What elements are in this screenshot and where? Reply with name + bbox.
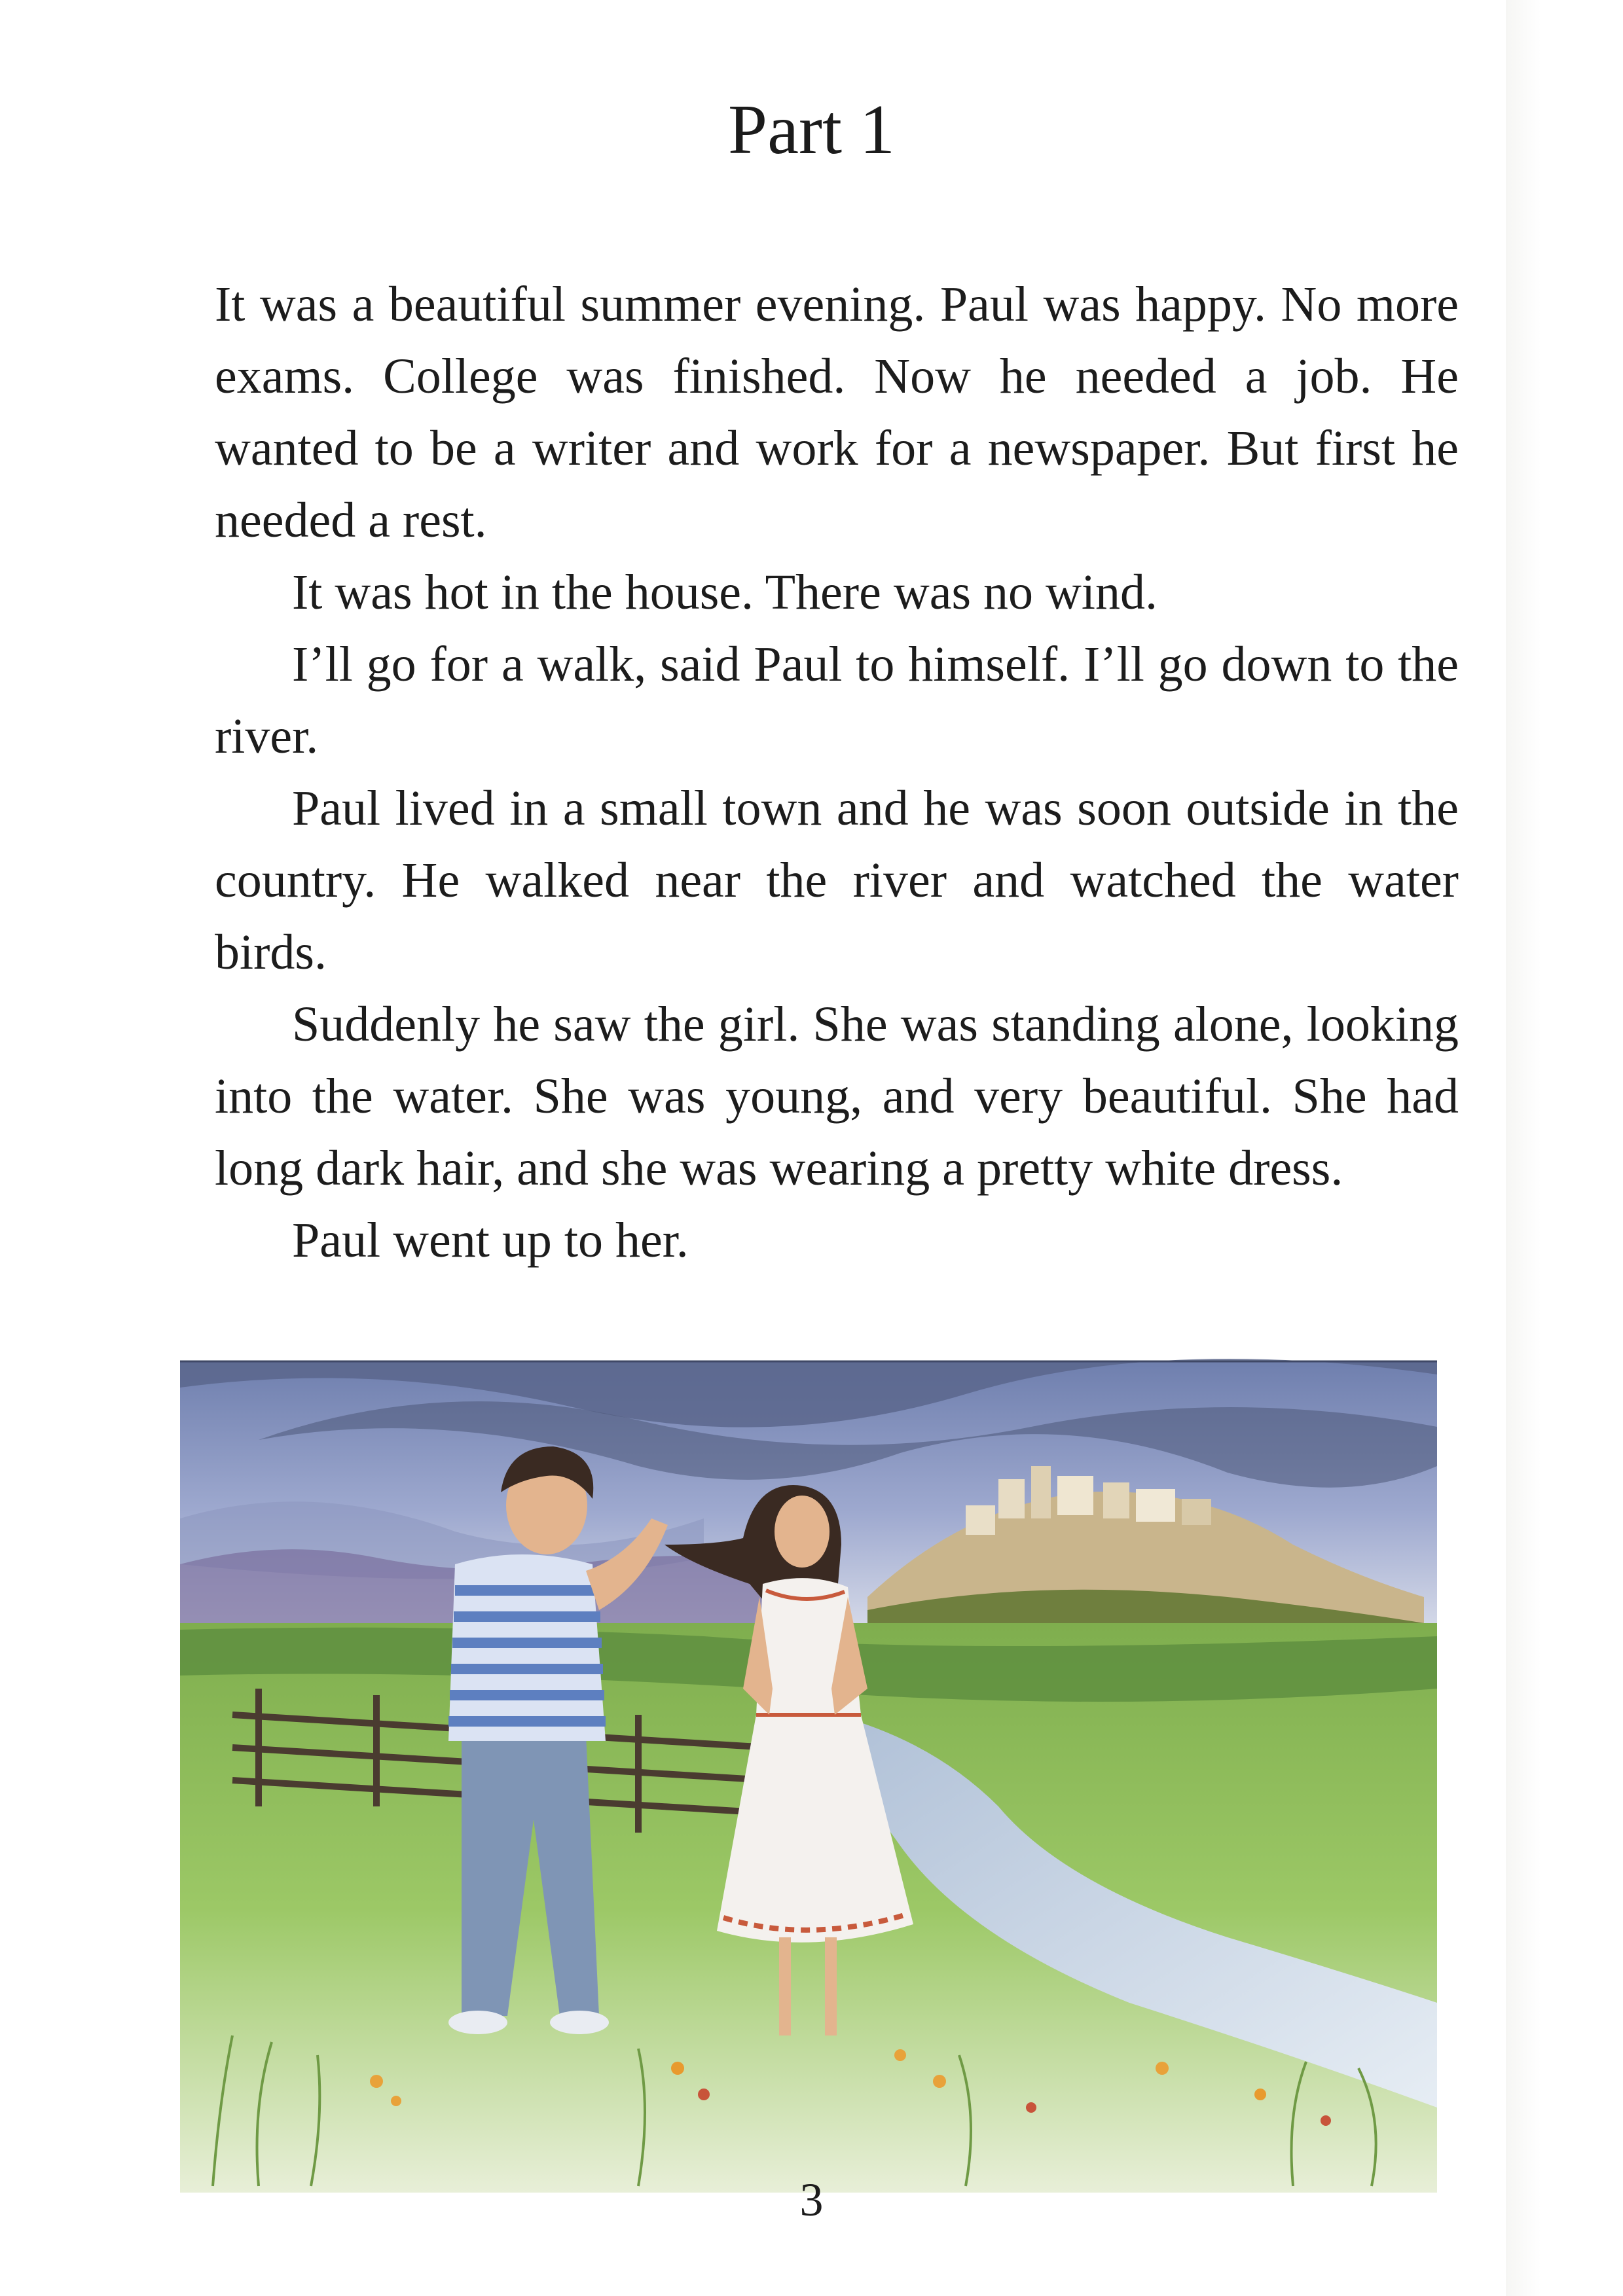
chapter-title: Part 1 <box>728 91 895 169</box>
story-text <box>215 268 1459 1276</box>
page-number: 3 <box>799 2174 824 2226</box>
paragraph: I’ll go for a walk, said Paul to himself. I’ll go down to the river. <box>215 637 1459 764</box>
paragraph: It was a beautiful summer evening. Paul was happy. No more exams. College was finished. Now he needed a job. He wanted to be a writer and work for a newspaper. But first he needed a rest. <box>215 277 1459 548</box>
page-edge-shadow <box>1506 0 1623 2296</box>
paragraph: Paul went up to her. <box>292 1213 689 1268</box>
paragraph: Suddenly he saw the girl. She was standing alone, looking into the water. She was young, and very beautiful. She had long dark hair, and she was wearing a pretty white dress. <box>215 997 1459 1196</box>
paragraph: Paul lived in a small town and he was soon outside in the country. He walked near the river and watched the water birds. <box>215 781 1459 980</box>
paragraph: It was hot in the house. There was no wind. <box>292 565 1158 620</box>
river-walk-illustration <box>180 1348 1437 2193</box>
